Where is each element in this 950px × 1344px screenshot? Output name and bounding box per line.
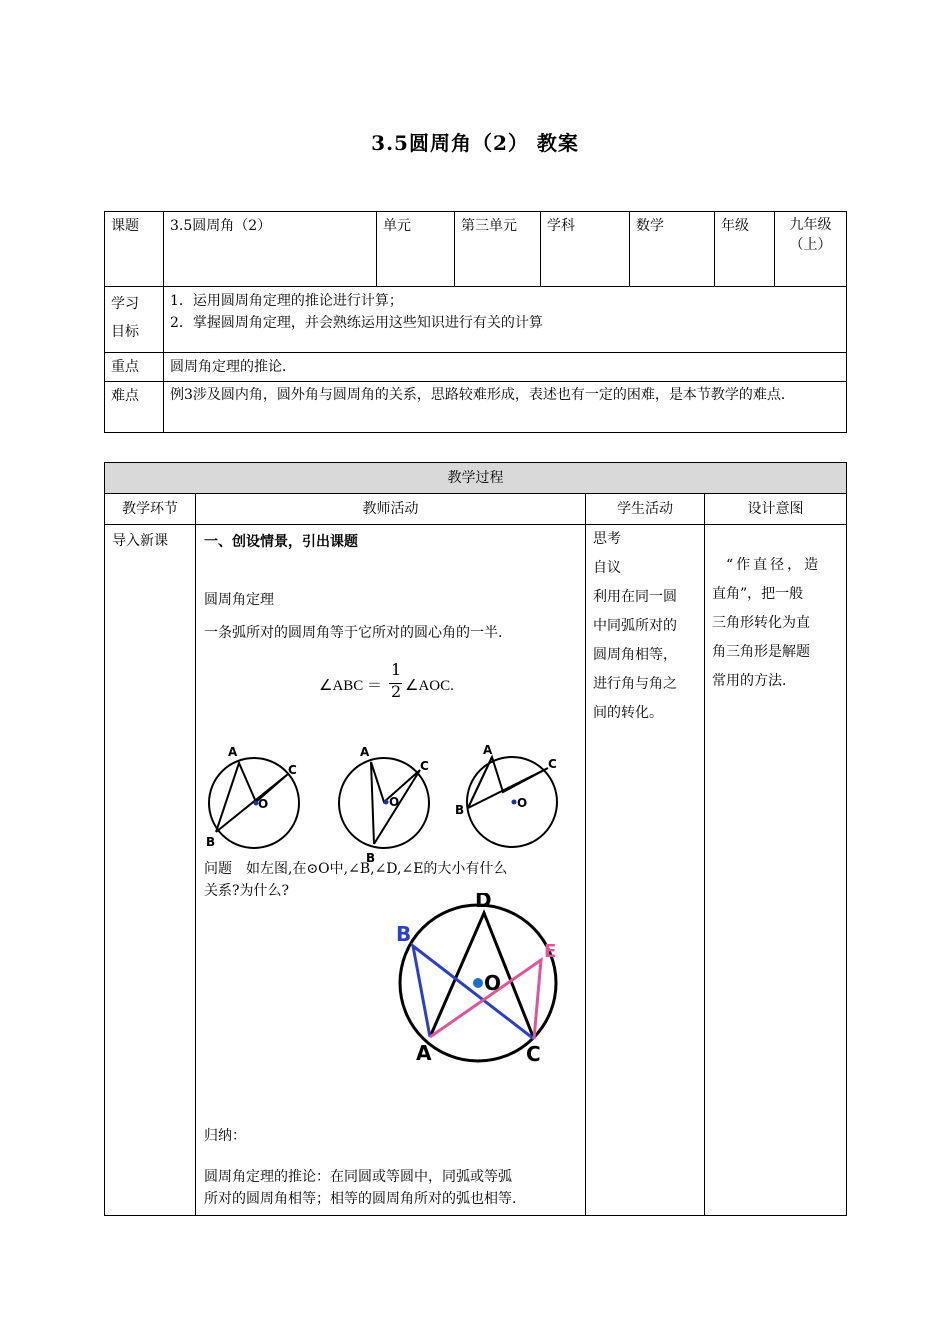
teaching-process-table (104, 462, 847, 1216)
difficulty-label: 难点 (105, 382, 164, 433)
process-banner: 教学过程 (105, 463, 847, 494)
summary-label: 归纳： (204, 1128, 246, 1144)
grade-value-line2: （上） (789, 237, 832, 253)
fig2-label-a: A (360, 745, 370, 759)
fig3-label-o: O (517, 796, 528, 810)
fig1-label-b: B (206, 835, 216, 849)
topic-value: 3.5圆周角（2） (164, 212, 377, 287)
goal-item: 1．运用圆周角定理的推论进行计算； (170, 293, 403, 309)
theorem-title: 圆周角定理 (204, 592, 274, 608)
fig3-label-a: A (483, 743, 493, 757)
intent-line: 三角形转化为直 (712, 615, 810, 631)
section-heading: 一、创设情景，引出课题 (204, 534, 358, 550)
student-line: 思考 (593, 531, 621, 547)
grade-value-line1: 九年级 (789, 217, 832, 233)
teacher-activity (196, 525, 586, 1216)
student-line: 间的转化。 (593, 705, 663, 721)
summary-line2: 所对的圆周角相等；相等的圆周角所对的弧也相等. (204, 1191, 517, 1207)
fig2-label-b: B (366, 851, 376, 865)
question-line1: 问题 如左图,在⊙O中,∠B,∠D,∠E的大小有什么 (204, 861, 508, 877)
goals-value (164, 287, 847, 353)
student-line: 圆周角相等， (593, 647, 677, 663)
unit-value: 第三单元 (455, 212, 541, 287)
key-value: 圆周角定理的推论． (164, 353, 847, 382)
fig1-label-o: O (258, 797, 269, 811)
formula (319, 660, 559, 707)
fig1-label-c: C (288, 763, 297, 777)
formula-denominator: 2 (391, 682, 402, 701)
topic-label: 课题 (105, 212, 164, 287)
intent-line: 角三角形是解题 (712, 644, 810, 660)
fig1-label-a: A (228, 745, 238, 759)
design-intent (705, 525, 847, 1216)
fig3-label-c: C (548, 757, 557, 771)
fig2-label-c: C (420, 759, 429, 773)
fig4-label-c: C (526, 1042, 541, 1063)
grade-value (775, 212, 847, 287)
formula-numerator: 1 (391, 660, 402, 679)
fig3-label-b: B (455, 803, 465, 817)
student-line: 进行角与角之 (593, 676, 677, 692)
fig4-label-a: A (416, 1041, 432, 1063)
three-circle-figures (196, 740, 586, 865)
fig4-label-b: B (396, 922, 412, 946)
fig4-label-o: O (484, 971, 502, 995)
formula-left: ∠ABC ＝ (319, 678, 383, 694)
subject-value: 数学 (630, 212, 715, 287)
theorem-text: 一条弧所对的圆周角等于它所对的圆心角的一半. (204, 625, 503, 641)
difficulty-value: 例3涉及圆内角，圆外角与圆周角的关系，思路较难形成，表述也有一定的困难，是本节教学的难点． (164, 382, 847, 433)
student-line: 利用在同一圆 (593, 589, 677, 605)
goal-item: 2．掌握圆周角定理，并会熟练运用这些知识进行有关的计算 (170, 315, 543, 331)
question-line2: 关系?为什么? (204, 883, 290, 899)
summary-line1: 圆周角定理的推论：在同圆或等圆中，同弧或等弧 (204, 1169, 512, 1185)
fig4-label-e: E (544, 941, 557, 962)
intent-line: 常用的方法． (712, 673, 796, 689)
circle-figure-bde (396, 893, 586, 1063)
header-student: 学生活动 (586, 494, 705, 525)
intent-line: 直角”，把一般 (712, 586, 804, 602)
header-stage: 教学环节 (105, 494, 196, 525)
student-line: 自议 (593, 560, 621, 576)
goals-label-line2: 目标 (111, 324, 139, 340)
goals-label-line1: 学习 (111, 296, 139, 312)
fig2-label-o: O (389, 795, 400, 809)
student-activity (586, 525, 705, 1216)
page-title: 3.5圆周角（2） 教案 (371, 131, 579, 155)
fig4-label-d: D (475, 893, 492, 912)
intent-line: “作直径，造 (726, 557, 822, 573)
key-label: 重点 (105, 353, 164, 382)
stage-cell: 导入新课 (105, 525, 196, 1216)
subject-label: 学科 (541, 212, 630, 287)
header-teacher: 教师活动 (196, 494, 586, 525)
student-line: 中同弧所对的 (593, 618, 677, 634)
formula-right: ∠AOC. (405, 678, 454, 694)
grade-label: 年级 (715, 212, 775, 287)
goals-label (105, 287, 164, 353)
header-intent: 设计意图 (705, 494, 847, 525)
lesson-info-table (104, 211, 847, 433)
unit-label: 单元 (377, 212, 455, 287)
